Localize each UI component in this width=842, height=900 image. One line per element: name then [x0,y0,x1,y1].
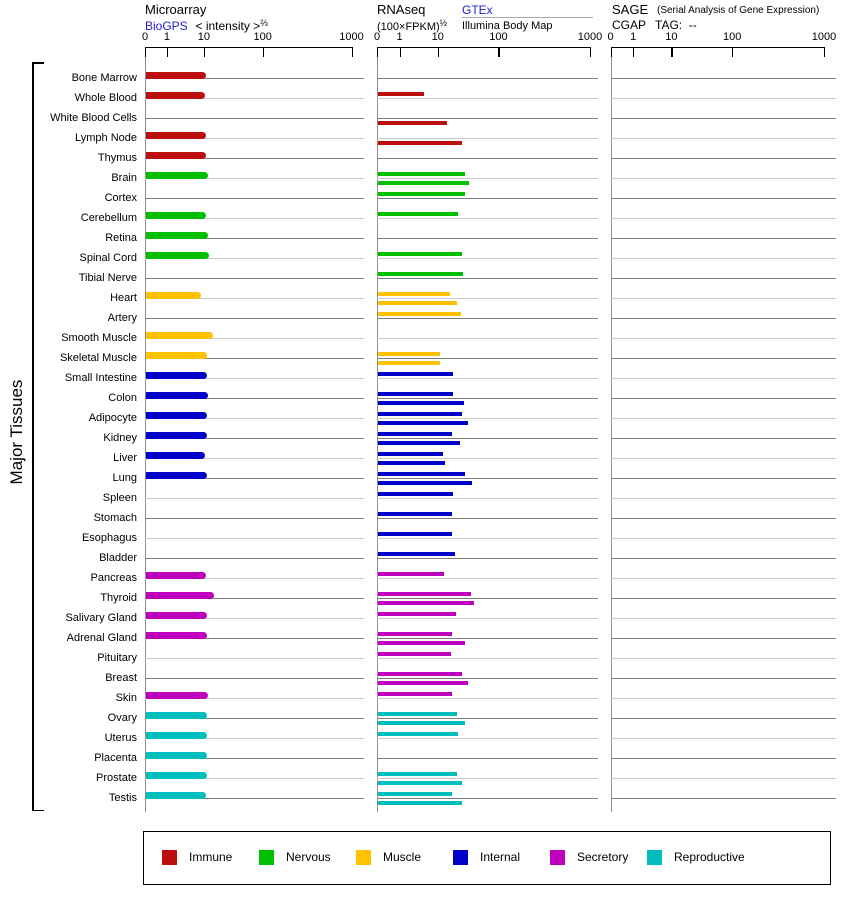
gridline-rnaseq [377,438,598,439]
bar-microarray [146,732,207,739]
gridline-rnaseq [377,238,598,239]
bar-rnaseq-gtex [378,92,424,96]
bar-microarray [146,332,213,339]
gridline-sage [611,418,837,419]
legend-swatch-reproductive [647,850,662,865]
legend-label-internal: Internal [480,850,521,864]
tissue-label: Cerebellum [80,212,137,225]
tissue-label: Bone Marrow [71,72,137,85]
tissue-label: Adrenal Gland [66,632,137,645]
bar-microarray [146,452,205,459]
gridline-sage [611,758,837,759]
bar-rnaseq-illumina [378,121,447,125]
gridline-sage [611,658,837,659]
tissue-label: Bladder [99,552,137,565]
legend-label-muscle: Muscle [383,850,422,864]
intensity-exponent: ⅔ [260,18,268,28]
gridline-microarray [145,558,364,559]
gridline-sage [611,778,837,779]
axis-tick-microarray [263,47,264,57]
bar-microarray [146,712,207,719]
bar-rnaseq-illumina [378,441,460,445]
bar-rnaseq-gtex [378,372,453,376]
gridline-rnaseq [377,398,598,399]
gridline-rnaseq [377,178,598,179]
bar-microarray [146,792,206,799]
gridline-sage [611,78,837,79]
tissue-label: Esophagus [81,532,137,545]
fpkm-exponent: ½ [439,18,448,28]
axis-tick-label-rnaseq: 1 [396,31,403,43]
gridline-rnaseq [377,118,598,119]
tissue-label: Breast [105,672,137,685]
sage-title: SAGE [612,2,649,17]
gridline-microarray [145,518,364,519]
gridline-sage [611,798,837,799]
gridline-sage [611,398,837,399]
axis-tick-label-microarray: 1 [163,31,170,43]
gridline-microarray [145,678,364,679]
gridline-rnaseq [377,658,598,659]
gridline-sage [611,738,837,739]
gridline-rnaseq [377,718,598,719]
sage-subtitle: (Serial Analysis of Gene Expression) [657,5,820,16]
cgap-tag-value: -- [688,18,697,32]
bar-rnaseq-illumina [378,721,465,725]
gridline-rnaseq [377,558,598,559]
microarray-title: Microarray [145,2,207,17]
tissue-label: Heart [110,292,137,305]
bar-rnaseq-gtex [378,312,461,316]
bar-rnaseq-gtex [378,612,456,616]
bar-rnaseq-illumina [378,781,462,785]
bar-rnaseq-illumina [378,401,464,405]
bar-microarray [146,412,207,419]
intensity-label: < intensity >$^{\frac{2}{3}}$ [195,18,268,33]
bar-rnaseq-gtex [378,792,452,796]
bar-rnaseq-gtex [378,272,463,276]
axis-tick-rnaseq [400,47,401,57]
bar-microarray [146,752,207,759]
gridline-sage [611,718,837,719]
bar-rnaseq-gtex [378,392,453,396]
gridline-rnaseq [377,278,598,279]
axis-tick-sage [671,47,672,57]
bar-microarray [146,592,214,599]
axis-tick-label-rnaseq: 100 [489,31,508,43]
axis-tick-label-sage: 1 [630,31,637,43]
gridline-sage [611,698,837,699]
gridline-rnaseq [377,578,598,579]
bar-rnaseq-illumina [378,421,468,425]
illumina-label: Illumina Body Map [462,20,553,32]
gridline-sage [611,178,837,179]
legend-swatch-muscle [356,850,371,865]
legend-label-reproductive: Reproductive [674,850,745,864]
gridline-rnaseq [377,418,598,419]
gridline-sage [611,558,837,559]
legend-label-secretory: Secretory [577,850,629,864]
tissue-label: Tibial Nerve [78,272,137,285]
gridline-sage [611,478,837,479]
gridline-rnaseq [377,538,598,539]
bar-microarray [146,292,201,299]
tissue-label: Thymus [97,152,137,165]
gridline-microarray [145,118,364,119]
gridline-rnaseq [377,218,598,219]
tissue-label: White Blood Cells [50,112,137,125]
tissue-label: Pituitary [97,652,137,665]
gridline-sage [611,278,837,279]
tissue-label: Stomach [93,512,137,525]
gridline-rnaseq [377,678,598,679]
axis-tick-label-sage: 10 [665,31,678,43]
bar-microarray [146,152,206,159]
tissue-label: Kidney [103,432,137,445]
tissue-label: Thyroid [100,592,137,605]
gridline-microarray [145,538,364,539]
axis-tick-rnaseq [498,47,499,57]
tissue-label: Skin [115,692,137,705]
gridline-microarray [145,318,364,319]
major-tissues-label: Major Tissues [7,379,26,485]
tissue-label: Salivary Gland [65,612,137,625]
axis-tick-microarray [352,47,353,57]
bar-microarray [146,572,206,579]
tissue-label: Brain [111,172,137,185]
axis-line-rnaseq [377,47,590,48]
cgap-tag-label: TAG: -- [655,18,697,32]
gridline-sage [611,578,837,579]
gridline-rnaseq [377,638,598,639]
axis-tick-sage [732,47,733,57]
gridline-sage [611,458,837,459]
bar-rnaseq-gtex [378,772,457,776]
gridline-sage [611,98,837,99]
gridline-sage [611,638,837,639]
gridline-sage [611,158,837,159]
axis-line-microarray [145,47,352,48]
bar-microarray [146,612,207,619]
gridline-microarray [145,498,364,499]
bar-rnaseq-gtex [378,252,462,256]
gridline-rnaseq [377,338,598,339]
gridline-rnaseq [377,258,598,259]
gridline-rnaseq [377,798,598,799]
gridline-rnaseq [377,698,598,699]
tissue-label: Uterus [104,732,137,745]
bar-rnaseq-gtex [378,672,462,676]
gridline-sage [611,618,837,619]
bar-microarray [146,472,207,479]
gtex-link[interactable]: GTEx [462,3,493,17]
gridline-rnaseq [377,138,598,139]
gridline-rnaseq [377,738,598,739]
bar-microarray [146,352,207,359]
gridline-rnaseq [377,458,598,459]
gridline-sage [611,498,837,499]
gridline-sage [611,298,837,299]
gridline-microarray [145,198,364,199]
axis-tick-sage [633,47,634,57]
axis-tick-rnaseq [377,47,378,57]
bar-rnaseq-gtex [378,192,465,196]
gridline-sage [611,438,837,439]
tissue-label: Whole Blood [74,92,137,105]
tissue-label: Lymph Node [75,132,137,145]
tissue-label: Spleen [102,492,137,505]
gridline-rnaseq [377,378,598,379]
bar-rnaseq-gtex [378,532,452,536]
axis-tick-label-sage: 100 [723,31,742,43]
axis-tick-label-microarray: 1000 [339,31,364,43]
tissue-label: Retina [105,232,137,245]
tissue-group-bracket-top [32,62,44,64]
gridline-sage [611,258,837,259]
axis-tick-label-sage: 0 [607,31,614,43]
bar-rnaseq-gtex [378,732,458,736]
legend-swatch-secretory [550,850,565,865]
gridline-rnaseq [377,758,598,759]
legend-swatch-nervous [259,850,274,865]
bar-microarray [146,72,206,79]
bar-rnaseq-gtex [378,492,453,496]
bar-rnaseq-gtex [378,552,455,556]
tissue-label: Smooth Muscle [61,332,137,345]
bar-rnaseq-illumina [378,641,465,645]
tissue-label: Colon [108,392,137,405]
tissue-label: Skeletal Muscle [59,352,137,365]
tissue-label: Placenta [94,752,137,765]
bar-rnaseq-illumina [378,481,472,485]
tissue-label: Adipocyte [88,412,137,425]
tissue-label: Pancreas [90,572,137,585]
tissue-label: Lung [112,472,137,485]
gridline-microarray [145,658,364,659]
bar-rnaseq-gtex [378,412,462,416]
axis-tick-label-rnaseq: 10 [431,31,444,43]
tissue-label: Liver [113,452,137,465]
legend-box [143,831,831,885]
bar-rnaseq-gtex [378,432,452,436]
gridline-rnaseq [377,158,598,159]
gridline-rnaseq [377,298,598,299]
axis-tick-label-microarray: 0 [141,31,149,43]
bar-rnaseq-gtex [378,512,452,516]
axis-tick-sage [611,47,612,57]
gridline-sage [611,118,837,119]
gridline-microarray [145,278,364,279]
tissue-label: Spinal Cord [79,252,137,265]
gridline-rnaseq [377,618,598,619]
bar-rnaseq-gtex [378,632,452,636]
gridline-rnaseq [377,598,598,599]
bar-rnaseq-gtex [378,352,440,356]
bar-rnaseq-gtex [378,452,443,456]
bar-microarray [146,692,208,699]
bar-rnaseq-illumina [378,681,468,685]
bar-rnaseq-gtex [378,572,444,576]
gridline-sage [611,678,837,679]
gridline-rnaseq [377,498,598,499]
bar-microarray [146,772,207,779]
tissue-label: Ovary [107,712,137,725]
bar-microarray [146,372,207,379]
axis-tick-label-sage: 1000 [811,31,837,43]
bar-microarray [146,392,208,399]
gridline-sage [611,538,837,539]
bar-rnaseq-gtex [378,292,450,296]
bar-rnaseq-gtex [378,692,452,696]
gridline-sage [611,238,837,239]
tissue-group-bracket-bottom [32,810,44,812]
bar-rnaseq-gtex [378,652,451,656]
legend-swatch-internal [453,850,468,865]
gridline-rnaseq [377,98,598,99]
bar-microarray [146,632,207,639]
bar-rnaseq-illumina [378,181,469,185]
gridline-rnaseq [377,78,598,79]
gtex-underline-divider [462,17,593,18]
bar-rnaseq-gtex [378,712,457,716]
gridline-rnaseq [377,318,598,319]
gridline-rnaseq [377,358,598,359]
gridline-sage [611,518,837,519]
axis-tick-rnaseq [438,47,439,57]
bar-microarray [146,432,207,439]
bar-rnaseq-illumina [378,461,445,465]
bar-microarray [146,172,208,179]
bar-microarray [146,132,206,139]
legend-label-nervous: Nervous [286,850,331,864]
tissue-label: Prostate [96,772,137,785]
gridline-sage [611,198,837,199]
axis-tick-label-microarray: 10 [197,31,210,43]
gridline-rnaseq [377,198,598,199]
fpkm-label: (100×FPKM)$^{\frac{1}{2}}$ [377,18,448,33]
cgap-label: CGAP [612,18,647,32]
gridline-rnaseq [377,478,598,479]
bar-rnaseq-gtex [378,212,458,216]
axis-tick-microarray [167,47,168,57]
gridline-sage [611,138,837,139]
bar-microarray [146,252,209,259]
legend-label-immune: Immune [189,850,233,864]
bar-rnaseq-illumina [378,801,462,805]
axis-tick-label-microarray: 100 [253,31,272,43]
bar-microarray [146,232,208,239]
tissue-label: Small Intestine [64,372,137,385]
tissue-label: Artery [107,312,137,325]
bar-rnaseq-illumina [378,361,440,365]
axis-line-sage [611,47,825,48]
axis-tick-label-rnaseq: 1000 [577,31,603,43]
bar-rnaseq-gtex [378,172,465,176]
tissue-label: Cortex [104,192,137,205]
axis-tick-rnaseq [590,47,591,57]
rnaseq-title: RNAseq [377,2,426,17]
gridline-rnaseq [377,778,598,779]
gridline-sage [611,358,837,359]
gridline-sage [611,378,837,379]
tissue-label: Testis [108,792,137,805]
axis-tick-sage [824,47,825,57]
bar-rnaseq-illumina [378,601,474,605]
legend-swatch-immune [162,850,177,865]
bar-microarray [146,92,205,99]
biogps-link[interactable]: BioGPS [145,19,188,33]
gridline-sage [611,318,837,319]
bar-rnaseq-illumina [378,141,462,145]
axis-tick-microarray [204,47,205,57]
bar-rnaseq-gtex [378,592,471,596]
gridline-sage [611,598,837,599]
gridline-sage [611,218,837,219]
bar-rnaseq-illumina [378,301,457,305]
bar-rnaseq-gtex [378,472,465,476]
axis-tick-label-rnaseq: 0 [373,31,381,43]
axis-tick-microarray [145,47,146,57]
bar-microarray [146,212,206,219]
gridline-sage [611,338,837,339]
gridline-rnaseq [377,518,598,519]
